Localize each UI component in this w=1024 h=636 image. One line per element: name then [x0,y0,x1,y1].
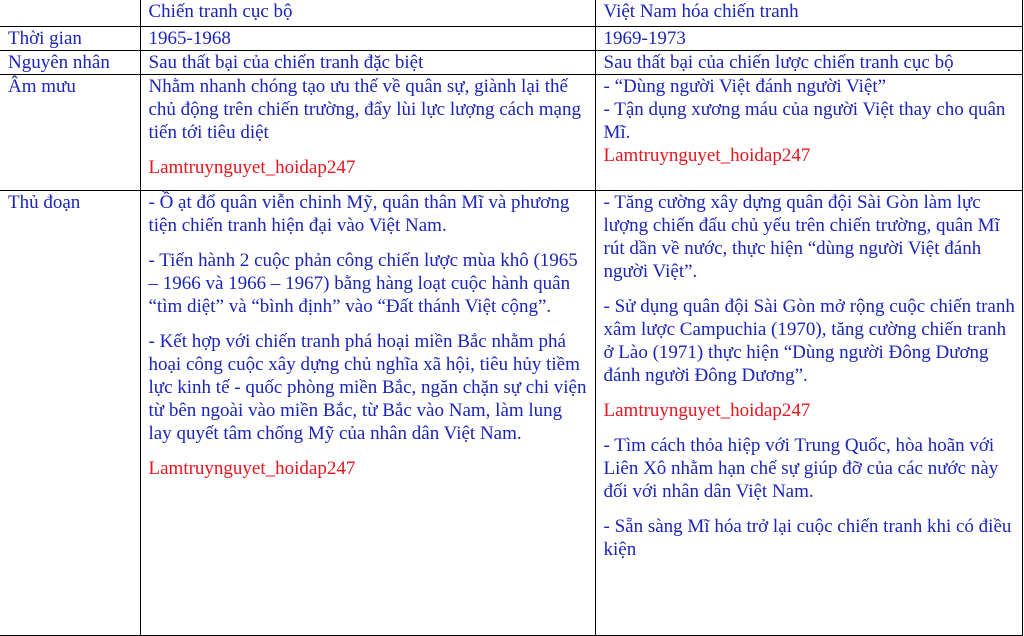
header-vietnamization: Việt Nam hóa chiến tranh [595,0,1022,27]
cause-label: Nguyên nhân [0,51,140,75]
time-row [0,27,1022,51]
tactic-vietnamization-credit: Lamtruynguyet_hoidap247 [603,400,811,421]
time-vietnamization: 1969-1973 [595,27,1022,51]
time-label: Thời gian [0,27,140,51]
tactic-vietnamization-item: - Tăng cường xây dựng quân đội Sài Gòn làm lực lượng chiến đấu chủ yếu trên chiến trường, quân Mĩ rút dần về nước, thực hiện “dùng người Việt đánh người Việt”. [603,192,1000,282]
plot-local-war [140,75,595,191]
tactic-local-war [140,191,595,636]
tactic-local-war-credit: Lamtruynguyet_hoidap247 [148,458,356,479]
tactic-vietnamization-item: - Sử dụng quân đội Sài Gòn mở rộng cuộc chiến tranh xâm lược Campuchia (1970), tăng cường chiến tranh ở Lào (1971) thực hiện “Dùng người Đông Dương đánh người Đông Dương”. [603,296,1015,386]
tactic-row [0,191,1022,636]
plot-row [0,75,1022,191]
plot-vietnamization-credit: Lamtruynguyet_hoidap247 [603,145,811,166]
tactic-local-war-item: - Ồ ạt đổ quân viễn chinh Mỹ, quân thân Mĩ và phương tiện chiến tranh hiện đại vào Việt Nam. [148,192,570,236]
plot-local-war-text: Nhằm nhanh chóng tạo ưu thế về quân sự, giành lại thế chủ động trên chiến trường, đẩy lùi lực lượng cách mạng tiến tới tiêu diệt [148,76,581,143]
tactic-local-war-item: - Kết hợp với chiến tranh phá hoại miền Bắc nhằm phá hoại công cuộc xây dựng chủ nghĩa xã hội, tiêu hủy tiềm lực kinh tế - quốc phòng miền Bắc, ngăn chặn sự chi viện từ bên ngoài vào miền Bắc, từ Bắc vào Nam, làm lung lay quyết tâm chống Mỹ của nhân dân Việt Nam. [148,331,587,444]
header-row [0,0,1022,27]
plot-vietnamization-line: - “Dùng người Việt đánh người Việt” [603,76,887,97]
tactic-local-war-item: - Tiến hành 2 cuộc phản công chiến lược mùa khô (1965 – 1966 và 1966 – 1967) bằng hàng loạt cuộc hành quân “tìm diệt” và “bình định” vào “Đất thánh Việt cộng”. [148,250,578,317]
tactic-vietnamization-item: - Sẵn sàng Mĩ hóa trở lại cuộc chiến tranh khi có điều kiện [603,516,1012,560]
time-local-war: 1965-1968 [140,27,595,51]
header-corner-cell [0,0,140,27]
plot-local-war-credit: Lamtruynguyet_hoidap247 [148,157,356,178]
tactic-vietnamization-item: - Tìm cách thỏa hiệp với Trung Quốc, hòa hoãn với Liên Xô nhằm hạn chế sự giúp đỡ của các nước này đối với nhân dân Việt Nam. [603,435,999,502]
plot-label: Âm mưu [0,75,140,191]
plot-vietnamization [595,75,1022,191]
cause-vietnamization: Sau thất bại của chiến lược chiến tranh cục bộ [595,51,1022,75]
tactic-vietnamization [595,191,1022,636]
header-local-war: Chiến tranh cục bộ [140,0,595,27]
tactic-label: Thủ đoạn [0,191,140,636]
cause-row [0,51,1022,75]
cause-local-war: Sau thất bại của chiến tranh đặc biệt [140,51,595,75]
plot-vietnamization-line: - Tận dụng xương máu của người Việt thay cho quân Mĩ. [603,99,1006,143]
